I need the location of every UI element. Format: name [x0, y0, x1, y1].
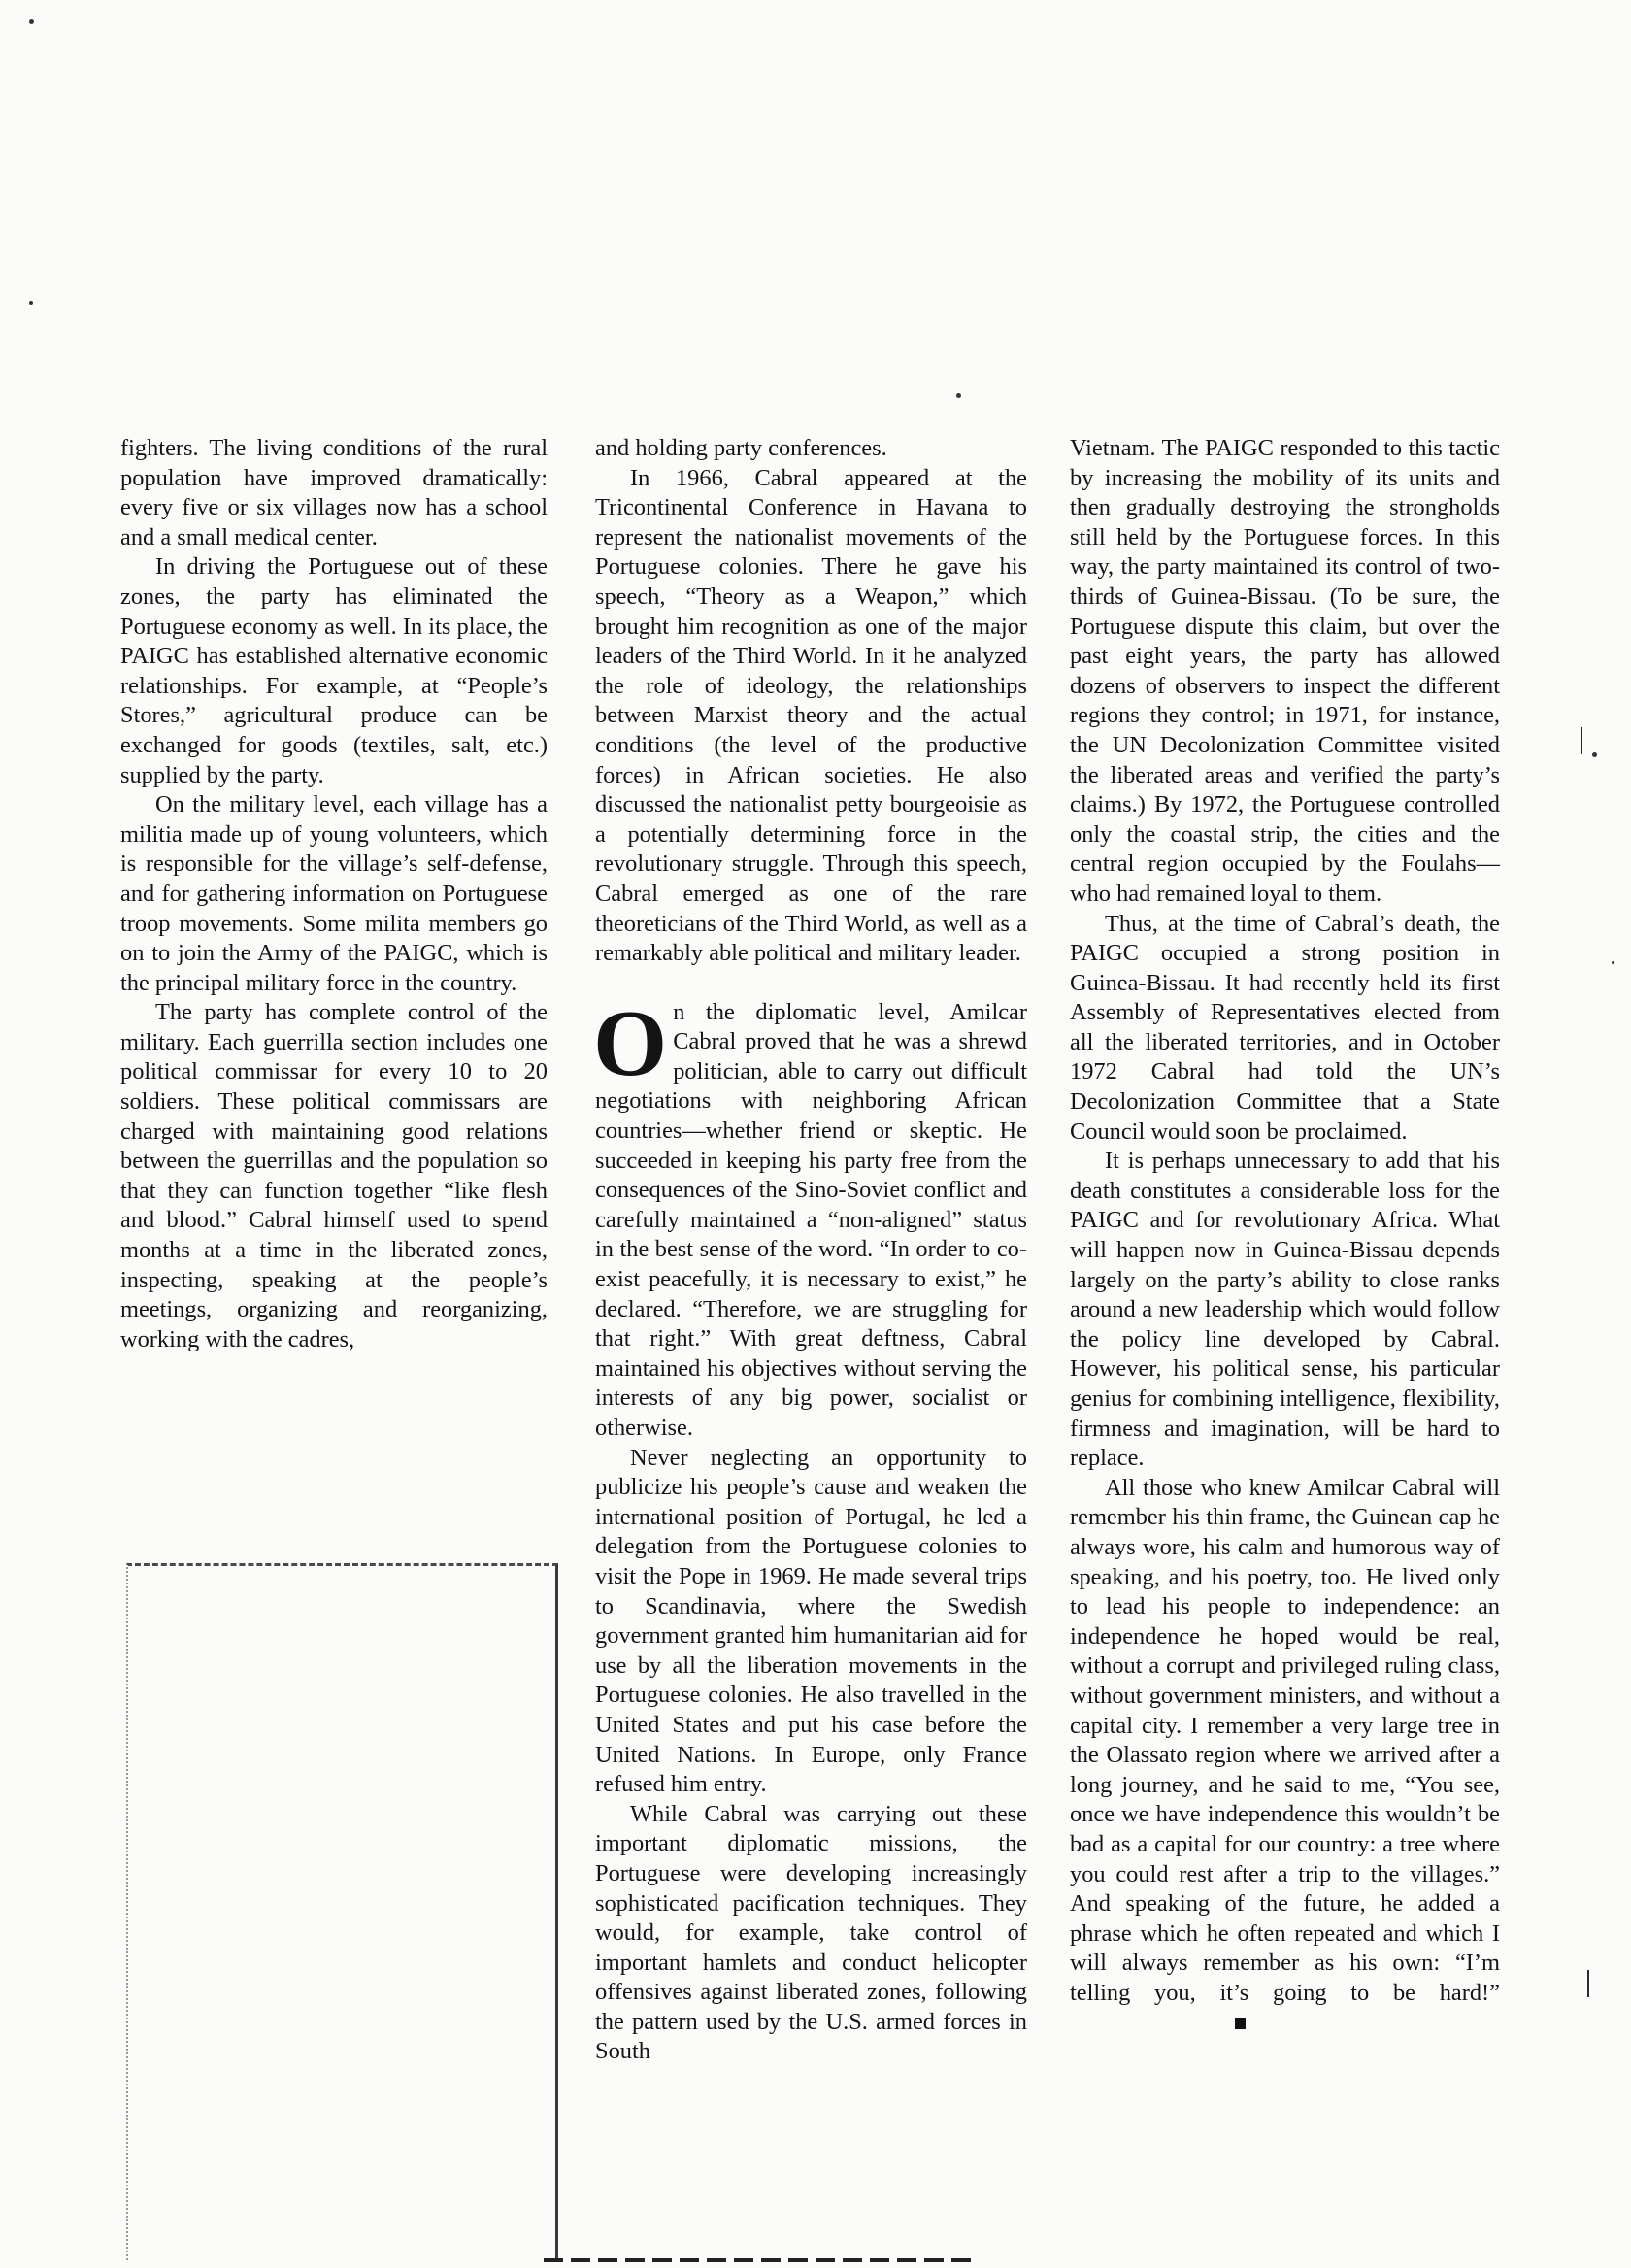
paragraph: In driving the Portuguese out of these zones, the party has eliminated the Portuguese economy as well. In its place, the PAIGC has established alternative economic relationships. For example, at “People’s Stores,” agricultural produce can be exchanged for goods (textiles, salt, etc.) supplied by the party.: [120, 553, 548, 788]
paragraph-text: All those who knew Amilcar Cabral will remember his thin frame, the Guinean cap he always wore, his calm and humorous way of speaking, and his poetry, too. He lived only to lead his people to independence: an independence he hoped would be real, without a corrupt and privileged ruling class, without government ministers, and without a capital city. I remember a very large tree in the Olassato region where we arrived after a long journey, and he said to me, “You see, once we have independence this wouldn’t be bad as a capital for our country: a tree where you could rest after a trip to the villages.” And speaking of the future, he added a phrase which he often repeated and which I will always remember as his own: “I’m telling you, it’s going to be hard!”: [1070, 1474, 1500, 2006]
paragraph-last: [1070, 1474, 1500, 2038]
paragraph: and holding party conferences.: [595, 435, 887, 461]
article-column-2: [595, 434, 1027, 2067]
paragraph: It is perhaps unnecessary to add that his death constitutes a considerable loss for the PAIGC and for revolutionary Africa. What will happen now in Guinea-Bissau depends largely on the party’s ability to close ranks around a new leadership which would follow the policy line developed by Cabral. However, his political sense, his particular genius for combining intelligence, flexibility, firmness and imagination, will be hard to replace.: [1070, 1148, 1500, 1472]
paragraph: Never neglecting an opportunity to publicize his people’s cause and weaken the international position of Portugal, he led a delegation from the Portuguese colonies to visit the Pope in 1969. He made several trips to Scandinavia, where the Swedish government granted him humanitarian aid for use by all the liberation movements in the Portuguese colonies. He also travelled in the United States and put his case before the United Nations. In Europe, only France refused him entry.: [595, 1444, 1027, 1798]
scan-speck: [29, 19, 34, 24]
article-column-3: [1070, 434, 1500, 2038]
paragraph: Vietnam. The PAIGC responded to this tactic by increasing the mobility of its units and then gradually destroying the strongholds still held by the Portuguese forces. In this way, the party maintained its control of two-thirds of Guinea-Bissau. (To be sure, the Portuguese dispute this claim, but over the past eight years, the party has allowed dozens of observers to inspect the different regions they control; in 1971, for instance, the UN Decolonization Committee visited the liberated areas and verified the party’s claims.) By 1972, the Portuguese controlled only the coastal strip, the cities and the central region occupied by the Foulahs—who had remained loyal to them.: [1070, 435, 1500, 907]
scan-speck: [29, 301, 33, 305]
paragraph: On the military level, each village has a militia made up of young volunteers, which is responsible for the village’s self-defense, and for gathering information on Portuguese troop movements. Some milita members go on to join the Army of the PAIGC, which is the principal military force in the country.: [120, 791, 548, 996]
paragraph: fighters. The living conditions of the rural population have improved dramatically: every five or six villages now has a school and a small medical center.: [120, 435, 548, 550]
paragraph: Thus, at the time of Cabral’s death, the PAIGC occupied a strong position in Guinea-Bissau. It had recently held its first Assembly of Representatives elected from all the liberated territories, and in October 1972 Cabral had told the UN’s Decolonization Committee that a State Council would soon be proclaimed.: [1070, 910, 1500, 1145]
margin-mark: ǀ: [1584, 1962, 1593, 2006]
scan-speck: [956, 393, 961, 398]
article-column-1: [120, 434, 548, 1354]
photo-placeholder-frame: [126, 1563, 558, 2260]
paragraph: The party has complete control of the military. Each guerrilla section includes one political commissar for every 10 to 20 soldiers. These political commissars are charged with maintaining good relations between the guerrillas and the population so that they can function together “like flesh and blood.” Cabral himself used to spend months at a time in the liberated zones, inspecting, speaking at the people’s meetings, organizing and reorganizing, working with the cadres,: [120, 999, 548, 1352]
drop-cap: O: [593, 990, 668, 1096]
margin-mark: ǀ: [1578, 719, 1586, 763]
scan-speck: [1592, 752, 1597, 757]
paragraph: While Cabral was carrying out these important diplomatic missions, the Portuguese were developing increasingly sophisticated pacification techniques. They would, for example, take control of important hamlets and conduct helicopter offensives against liberated zones, following the pattern used by the U.S. armed forces in South: [595, 1800, 1027, 2065]
dropcap-paragraph-text: n the diplomatic level, Amilcar Cabral proved that he was a shrewd politician, able to carry out difficult negotiations with neighboring African countries—whether friend or skeptic. He succeeded in keeping his party free from the consequences of the Sino-Soviet conflict and carefully maintained a “non-aligned” status in the best sense of the word. “In order to co-exist peacefully, it is necessary to exist,” he declared. “Therefore, we are struggling for that right.” With great deftness, Cabral maintained his objectives without serving the interests of any big power, socialist or otherwise.: [595, 998, 1027, 1441]
scan-speck: [1612, 961, 1614, 964]
end-of-article-mark: [1235, 2018, 1246, 2029]
paragraph: In 1966, Cabral appeared at the Tricontinental Conference in Havana to represent the nationalist movements of the Portuguese colonies. There he gave his speech, “Theory as a Weapon,” which brought him recognition as one of the major leaders of the Third World. In it he analyzed the role of ideology, the relationships between Marxist theory and the actual conditions (the level of the productive forces) in African societies. He also discussed the nationalist petty bourgeoisie as a potentially determining force in the revolutionary struggle. Through this speech, Cabral emerged as one of the rare theoreticians of the Third World, as well as a remarkably able political and military leader.: [595, 464, 1027, 967]
paragraph-with-dropcap: [593, 990, 1027, 1444]
bottom-edge-rule: [544, 2258, 971, 2262]
